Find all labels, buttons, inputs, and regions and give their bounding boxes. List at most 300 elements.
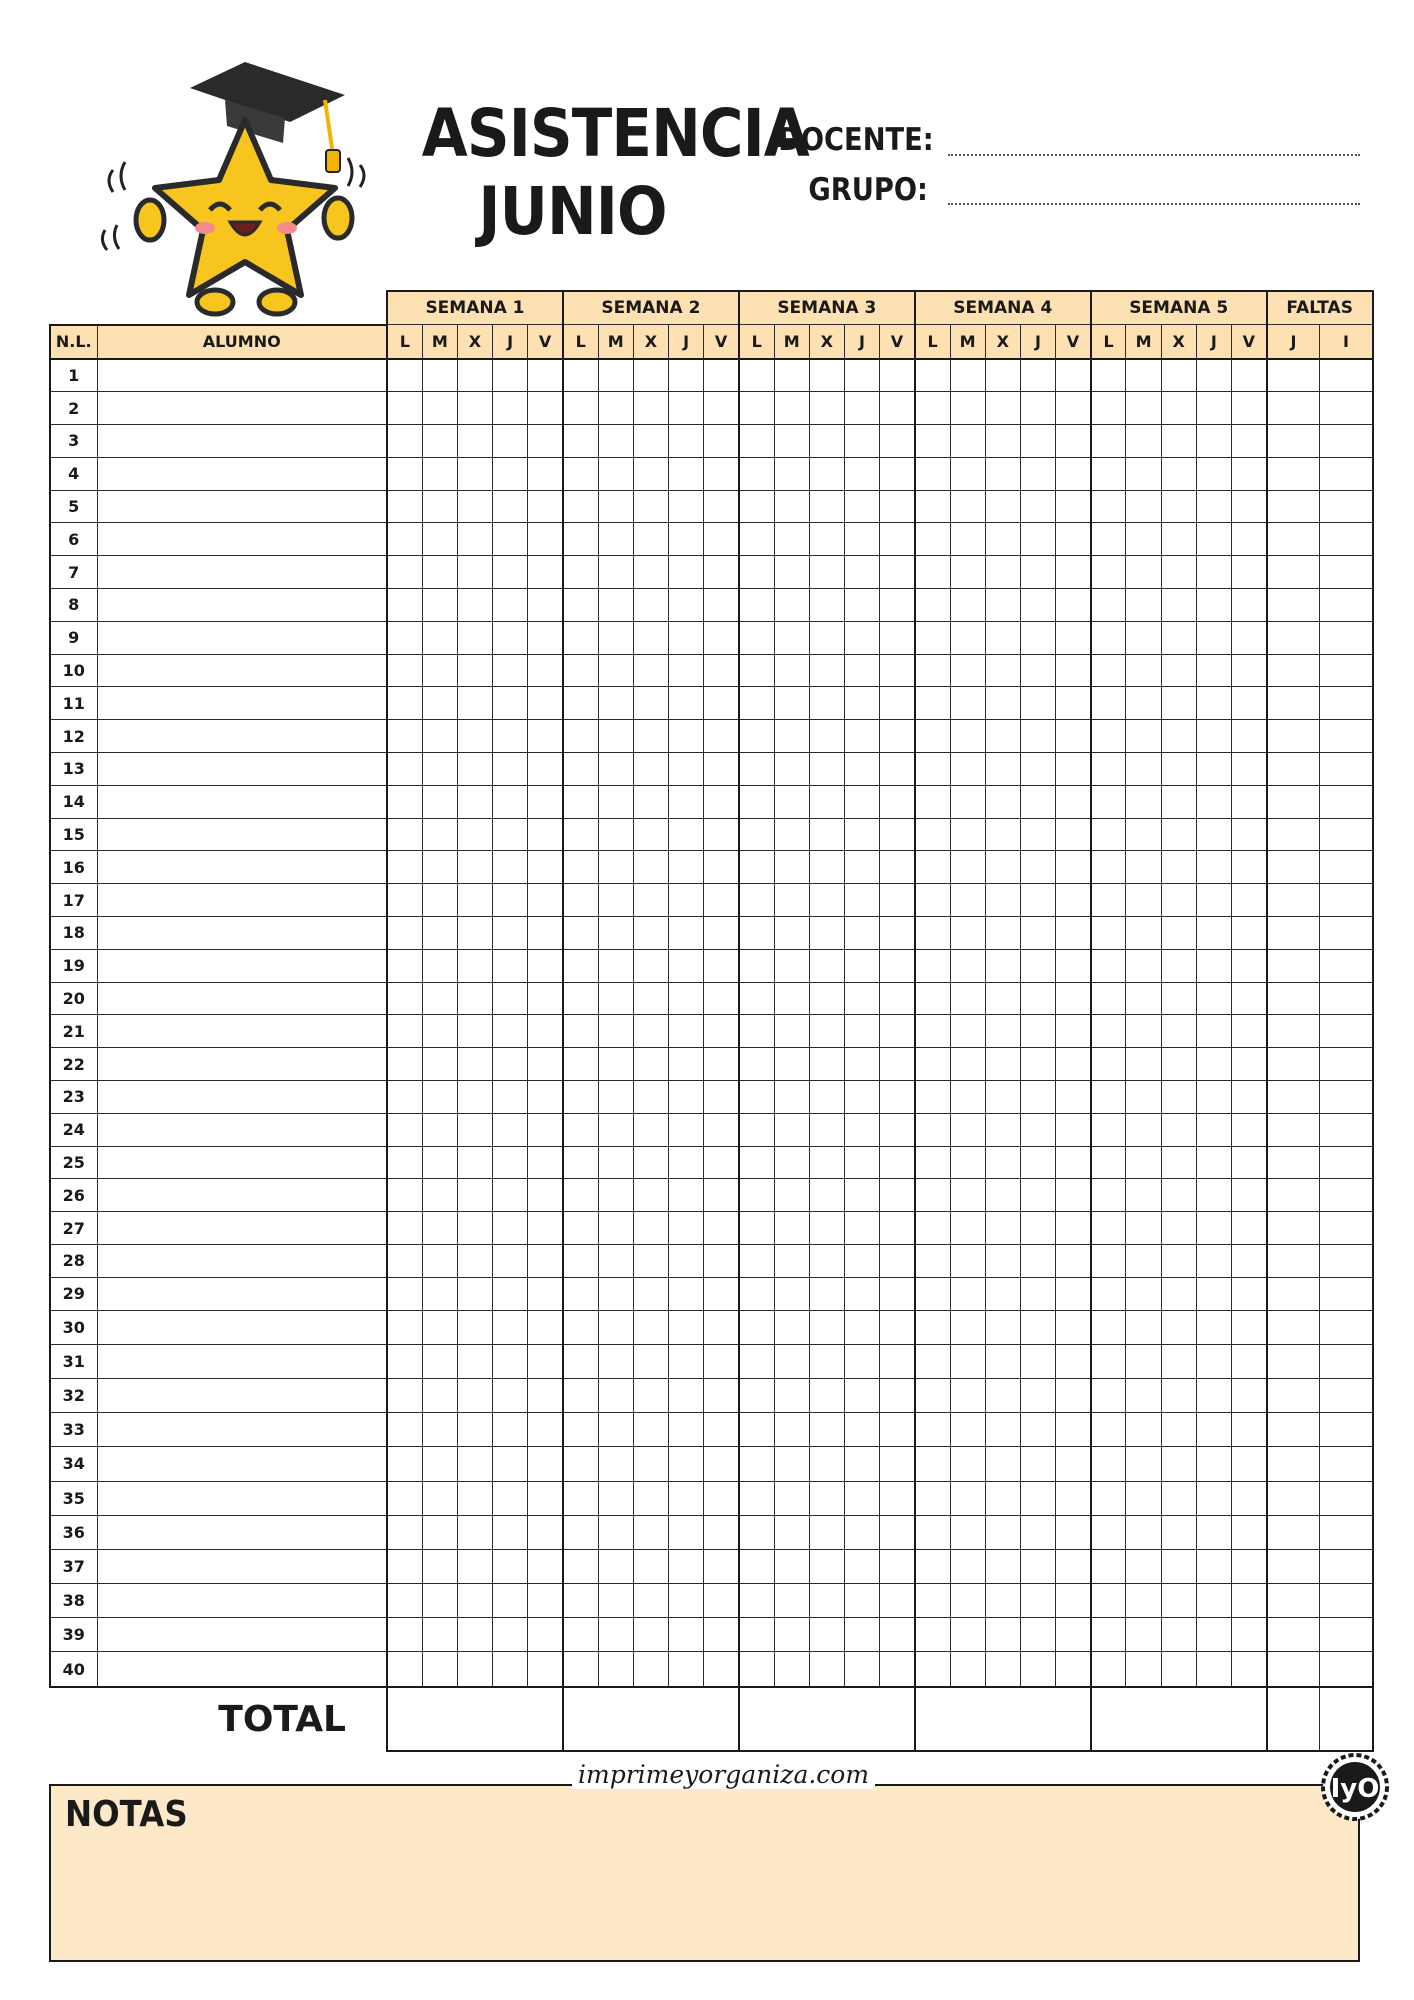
faltas-i-cell[interactable] [1320, 1344, 1373, 1378]
attendance-cell[interactable] [1126, 1048, 1161, 1081]
attendance-cell[interactable] [1056, 753, 1091, 786]
attendance-cell[interactable] [422, 490, 457, 523]
alumno-name-cell[interactable] [97, 556, 387, 589]
attendance-cell[interactable] [1020, 1447, 1055, 1481]
attendance-cell[interactable] [493, 1344, 528, 1378]
attendance-cell[interactable] [493, 1652, 528, 1687]
attendance-cell[interactable] [950, 1081, 985, 1114]
attendance-cell[interactable] [1020, 589, 1055, 622]
attendance-cell[interactable] [669, 1515, 704, 1549]
attendance-cell[interactable] [774, 1447, 809, 1481]
attendance-cell[interactable] [704, 1481, 739, 1515]
attendance-cell[interactable] [493, 1015, 528, 1048]
attendance-cell[interactable] [563, 1344, 598, 1378]
attendance-cell[interactable] [950, 949, 985, 982]
attendance-cell[interactable] [1020, 392, 1055, 425]
attendance-cell[interactable] [1126, 720, 1161, 753]
attendance-cell[interactable] [669, 785, 704, 818]
attendance-cell[interactable] [563, 1413, 598, 1447]
attendance-cell[interactable] [493, 1618, 528, 1652]
attendance-cell[interactable] [598, 392, 633, 425]
attendance-cell[interactable] [387, 392, 422, 425]
attendance-cell[interactable] [985, 1413, 1020, 1447]
attendance-cell[interactable] [422, 917, 457, 950]
attendance-cell[interactable] [493, 1584, 528, 1618]
attendance-cell[interactable] [598, 556, 633, 589]
attendance-cell[interactable] [985, 1447, 1020, 1481]
attendance-cell[interactable] [915, 457, 950, 490]
alumno-name-cell[interactable] [97, 753, 387, 786]
attendance-cell[interactable] [809, 884, 844, 917]
attendance-cell[interactable] [1161, 1113, 1196, 1146]
attendance-cell[interactable] [1020, 1081, 1055, 1114]
attendance-cell[interactable] [528, 1081, 563, 1114]
attendance-cell[interactable] [1232, 851, 1267, 884]
faltas-j-cell[interactable] [1267, 490, 1320, 523]
attendance-cell[interactable] [880, 884, 915, 917]
attendance-cell[interactable] [528, 1245, 563, 1278]
attendance-cell[interactable] [1232, 1179, 1267, 1212]
attendance-cell[interactable] [669, 687, 704, 720]
attendance-cell[interactable] [880, 687, 915, 720]
attendance-cell[interactable] [880, 1212, 915, 1245]
attendance-cell[interactable] [422, 392, 457, 425]
attendance-cell[interactable] [985, 982, 1020, 1015]
attendance-cell[interactable] [1126, 1245, 1161, 1278]
attendance-cell[interactable] [915, 687, 950, 720]
attendance-cell[interactable] [457, 1344, 492, 1378]
alumno-name-cell[interactable] [97, 1113, 387, 1146]
attendance-cell[interactable] [844, 392, 879, 425]
attendance-cell[interactable] [563, 917, 598, 950]
attendance-cell[interactable] [985, 785, 1020, 818]
attendance-cell[interactable] [809, 1618, 844, 1652]
attendance-cell[interactable] [844, 359, 879, 392]
attendance-cell[interactable] [1126, 1618, 1161, 1652]
faltas-j-cell[interactable] [1267, 917, 1320, 950]
attendance-cell[interactable] [1196, 1048, 1231, 1081]
attendance-cell[interactable] [880, 1179, 915, 1212]
attendance-cell[interactable] [669, 457, 704, 490]
attendance-cell[interactable] [774, 687, 809, 720]
attendance-cell[interactable] [1232, 523, 1267, 556]
attendance-cell[interactable] [880, 1277, 915, 1310]
attendance-cell[interactable] [985, 556, 1020, 589]
attendance-cell[interactable] [563, 753, 598, 786]
attendance-cell[interactable] [1161, 1081, 1196, 1114]
attendance-cell[interactable] [1161, 1146, 1196, 1179]
attendance-cell[interactable] [1091, 359, 1126, 392]
faltas-i-cell[interactable] [1320, 457, 1373, 490]
attendance-cell[interactable] [528, 654, 563, 687]
attendance-cell[interactable] [704, 523, 739, 556]
attendance-cell[interactable] [1196, 1549, 1231, 1583]
attendance-cell[interactable] [387, 425, 422, 458]
attendance-cell[interactable] [704, 720, 739, 753]
attendance-cell[interactable] [563, 1245, 598, 1278]
attendance-cell[interactable] [915, 1015, 950, 1048]
attendance-cell[interactable] [809, 1310, 844, 1344]
attendance-cell[interactable] [1161, 1549, 1196, 1583]
attendance-cell[interactable] [844, 1310, 879, 1344]
attendance-cell[interactable] [598, 982, 633, 1015]
attendance-cell[interactable] [1161, 1015, 1196, 1048]
alumno-name-cell[interactable] [97, 1652, 387, 1687]
attendance-cell[interactable] [563, 392, 598, 425]
attendance-cell[interactable] [1020, 1015, 1055, 1048]
attendance-cell[interactable] [457, 818, 492, 851]
attendance-cell[interactable] [528, 392, 563, 425]
attendance-cell[interactable] [1196, 1113, 1231, 1146]
attendance-cell[interactable] [774, 359, 809, 392]
faltas-j-cell[interactable] [1267, 1344, 1320, 1378]
attendance-cell[interactable] [950, 1113, 985, 1146]
attendance-cell[interactable] [774, 917, 809, 950]
faltas-j-cell[interactable] [1267, 785, 1320, 818]
attendance-cell[interactable] [633, 949, 668, 982]
attendance-cell[interactable] [704, 884, 739, 917]
alumno-name-cell[interactable] [97, 917, 387, 950]
attendance-cell[interactable] [1232, 1447, 1267, 1481]
attendance-cell[interactable] [774, 1549, 809, 1583]
attendance-cell[interactable] [1091, 949, 1126, 982]
attendance-cell[interactable] [844, 654, 879, 687]
attendance-cell[interactable] [633, 556, 668, 589]
attendance-cell[interactable] [1091, 654, 1126, 687]
attendance-cell[interactable] [950, 753, 985, 786]
attendance-cell[interactable] [1196, 1245, 1231, 1278]
attendance-cell[interactable] [1020, 818, 1055, 851]
alumno-name-cell[interactable] [97, 1515, 387, 1549]
faltas-i-cell[interactable] [1320, 556, 1373, 589]
attendance-cell[interactable] [457, 917, 492, 950]
docente-field[interactable] [948, 154, 1360, 156]
attendance-cell[interactable] [1091, 1277, 1126, 1310]
faltas-i-cell[interactable] [1320, 621, 1373, 654]
faltas-i-cell[interactable] [1320, 1584, 1373, 1618]
alumno-name-cell[interactable] [97, 818, 387, 851]
attendance-cell[interactable] [493, 1113, 528, 1146]
attendance-cell[interactable] [493, 687, 528, 720]
attendance-cell[interactable] [633, 1652, 668, 1687]
attendance-cell[interactable] [457, 1549, 492, 1583]
attendance-cell[interactable] [633, 753, 668, 786]
attendance-cell[interactable] [493, 1515, 528, 1549]
attendance-cell[interactable] [844, 1146, 879, 1179]
attendance-cell[interactable] [809, 687, 844, 720]
attendance-cell[interactable] [528, 917, 563, 950]
attendance-cell[interactable] [493, 884, 528, 917]
attendance-cell[interactable] [950, 720, 985, 753]
attendance-cell[interactable] [915, 1481, 950, 1515]
attendance-cell[interactable] [422, 654, 457, 687]
alumno-name-cell[interactable] [97, 982, 387, 1015]
attendance-cell[interactable] [1196, 884, 1231, 917]
attendance-cell[interactable] [1126, 1212, 1161, 1245]
faltas-i-cell[interactable] [1320, 884, 1373, 917]
attendance-cell[interactable] [985, 1584, 1020, 1618]
attendance-cell[interactable] [669, 982, 704, 1015]
faltas-j-cell[interactable] [1267, 1277, 1320, 1310]
attendance-cell[interactable] [844, 1378, 879, 1412]
faltas-i-cell[interactable] [1320, 1113, 1373, 1146]
attendance-cell[interactable] [563, 1212, 598, 1245]
attendance-cell[interactable] [1161, 621, 1196, 654]
attendance-cell[interactable] [880, 392, 915, 425]
attendance-cell[interactable] [915, 1179, 950, 1212]
attendance-cell[interactable] [387, 1584, 422, 1618]
attendance-cell[interactable] [1161, 1515, 1196, 1549]
attendance-cell[interactable] [669, 1413, 704, 1447]
attendance-cell[interactable] [739, 1618, 774, 1652]
attendance-cell[interactable] [1196, 654, 1231, 687]
attendance-cell[interactable] [1232, 457, 1267, 490]
attendance-cell[interactable] [1161, 1618, 1196, 1652]
attendance-cell[interactable] [598, 1081, 633, 1114]
attendance-cell[interactable] [493, 753, 528, 786]
attendance-cell[interactable] [598, 851, 633, 884]
attendance-cell[interactable] [985, 884, 1020, 917]
attendance-cell[interactable] [1232, 1048, 1267, 1081]
attendance-cell[interactable] [563, 1015, 598, 1048]
attendance-cell[interactable] [1232, 425, 1267, 458]
attendance-cell[interactable] [1056, 1549, 1091, 1583]
attendance-cell[interactable] [563, 720, 598, 753]
attendance-cell[interactable] [1161, 490, 1196, 523]
attendance-cell[interactable] [950, 1447, 985, 1481]
attendance-cell[interactable] [809, 556, 844, 589]
attendance-cell[interactable] [739, 884, 774, 917]
attendance-cell[interactable] [387, 490, 422, 523]
attendance-cell[interactable] [528, 1015, 563, 1048]
attendance-cell[interactable] [704, 851, 739, 884]
attendance-cell[interactable] [669, 1146, 704, 1179]
attendance-cell[interactable] [669, 1378, 704, 1412]
attendance-cell[interactable] [1196, 1212, 1231, 1245]
attendance-cell[interactable] [1161, 1481, 1196, 1515]
faltas-j-cell[interactable] [1267, 1146, 1320, 1179]
attendance-cell[interactable] [422, 1015, 457, 1048]
attendance-cell[interactable] [1056, 1618, 1091, 1652]
attendance-cell[interactable] [669, 589, 704, 622]
attendance-cell[interactable] [422, 1413, 457, 1447]
attendance-cell[interactable] [985, 1048, 1020, 1081]
attendance-cell[interactable] [563, 1447, 598, 1481]
attendance-cell[interactable] [950, 1048, 985, 1081]
attendance-cell[interactable] [1232, 392, 1267, 425]
attendance-cell[interactable] [880, 1015, 915, 1048]
attendance-cell[interactable] [1020, 490, 1055, 523]
alumno-name-cell[interactable] [97, 392, 387, 425]
attendance-cell[interactable] [493, 949, 528, 982]
attendance-cell[interactable] [809, 1146, 844, 1179]
attendance-cell[interactable] [528, 982, 563, 1015]
attendance-cell[interactable] [1020, 917, 1055, 950]
attendance-cell[interactable] [774, 425, 809, 458]
attendance-cell[interactable] [493, 1481, 528, 1515]
attendance-cell[interactable] [633, 982, 668, 1015]
attendance-cell[interactable] [844, 1652, 879, 1687]
faltas-j-cell[interactable] [1267, 720, 1320, 753]
faltas-i-cell[interactable] [1320, 1245, 1373, 1278]
alumno-name-cell[interactable] [97, 1447, 387, 1481]
attendance-cell[interactable] [1056, 1515, 1091, 1549]
attendance-cell[interactable] [457, 1378, 492, 1412]
attendance-cell[interactable] [809, 1081, 844, 1114]
attendance-cell[interactable] [1056, 1413, 1091, 1447]
attendance-cell[interactable] [844, 884, 879, 917]
alumno-name-cell[interactable] [97, 1310, 387, 1344]
attendance-cell[interactable] [1161, 392, 1196, 425]
attendance-cell[interactable] [1091, 687, 1126, 720]
attendance-cell[interactable] [598, 1113, 633, 1146]
attendance-cell[interactable] [844, 917, 879, 950]
attendance-cell[interactable] [950, 884, 985, 917]
attendance-cell[interactable] [1091, 523, 1126, 556]
attendance-cell[interactable] [985, 753, 1020, 786]
attendance-cell[interactable] [493, 490, 528, 523]
faltas-j-cell[interactable] [1267, 654, 1320, 687]
attendance-cell[interactable] [1232, 1515, 1267, 1549]
attendance-cell[interactable] [1020, 523, 1055, 556]
attendance-cell[interactable] [774, 392, 809, 425]
attendance-cell[interactable] [422, 1618, 457, 1652]
attendance-cell[interactable] [598, 1618, 633, 1652]
attendance-cell[interactable] [633, 1113, 668, 1146]
attendance-cell[interactable] [669, 392, 704, 425]
attendance-cell[interactable] [598, 1413, 633, 1447]
attendance-cell[interactable] [633, 785, 668, 818]
faltas-i-cell[interactable] [1320, 687, 1373, 720]
attendance-cell[interactable] [844, 1515, 879, 1549]
attendance-cell[interactable] [528, 785, 563, 818]
attendance-cell[interactable] [1020, 1179, 1055, 1212]
attendance-cell[interactable] [739, 1212, 774, 1245]
attendance-cell[interactable] [457, 1447, 492, 1481]
attendance-cell[interactable] [493, 392, 528, 425]
attendance-cell[interactable] [1126, 1310, 1161, 1344]
attendance-cell[interactable] [915, 359, 950, 392]
attendance-cell[interactable] [915, 753, 950, 786]
attendance-cell[interactable] [1056, 490, 1091, 523]
attendance-cell[interactable] [915, 1447, 950, 1481]
attendance-cell[interactable] [1196, 1344, 1231, 1378]
week-total-cell[interactable] [915, 1687, 1091, 1751]
attendance-cell[interactable] [985, 1515, 1020, 1549]
attendance-cell[interactable] [985, 1212, 1020, 1245]
attendance-cell[interactable] [844, 1413, 879, 1447]
attendance-cell[interactable] [598, 1310, 633, 1344]
attendance-cell[interactable] [774, 1344, 809, 1378]
attendance-cell[interactable] [1020, 1212, 1055, 1245]
attendance-cell[interactable] [704, 1245, 739, 1278]
attendance-cell[interactable] [598, 490, 633, 523]
attendance-cell[interactable] [387, 589, 422, 622]
attendance-cell[interactable] [844, 1584, 879, 1618]
attendance-cell[interactable] [1091, 1549, 1126, 1583]
attendance-cell[interactable] [739, 490, 774, 523]
attendance-cell[interactable] [1126, 523, 1161, 556]
attendance-cell[interactable] [528, 621, 563, 654]
attendance-cell[interactable] [422, 851, 457, 884]
attendance-cell[interactable] [1126, 851, 1161, 884]
attendance-cell[interactable] [1091, 556, 1126, 589]
attendance-cell[interactable] [739, 621, 774, 654]
attendance-cell[interactable] [633, 490, 668, 523]
faltas-i-cell[interactable] [1320, 1179, 1373, 1212]
faltas-i-cell[interactable] [1320, 949, 1373, 982]
attendance-cell[interactable] [774, 1413, 809, 1447]
attendance-cell[interactable] [950, 1179, 985, 1212]
attendance-cell[interactable] [880, 1378, 915, 1412]
attendance-cell[interactable] [1161, 1447, 1196, 1481]
attendance-cell[interactable] [1091, 425, 1126, 458]
attendance-cell[interactable] [633, 1048, 668, 1081]
attendance-cell[interactable] [528, 1277, 563, 1310]
attendance-cell[interactable] [1020, 1113, 1055, 1146]
attendance-cell[interactable] [950, 687, 985, 720]
attendance-cell[interactable] [563, 949, 598, 982]
attendance-cell[interactable] [457, 556, 492, 589]
attendance-cell[interactable] [563, 1179, 598, 1212]
faltas-j-cell[interactable] [1267, 1481, 1320, 1515]
attendance-cell[interactable] [422, 1652, 457, 1687]
attendance-cell[interactable] [774, 1113, 809, 1146]
attendance-cell[interactable] [1020, 1310, 1055, 1344]
attendance-cell[interactable] [1056, 589, 1091, 622]
attendance-cell[interactable] [1232, 621, 1267, 654]
total-i-cell[interactable] [1320, 1687, 1373, 1751]
attendance-cell[interactable] [844, 1481, 879, 1515]
week-total-cell[interactable] [739, 1687, 915, 1751]
attendance-cell[interactable] [809, 720, 844, 753]
attendance-cell[interactable] [844, 1048, 879, 1081]
attendance-cell[interactable] [387, 917, 422, 950]
attendance-cell[interactable] [387, 621, 422, 654]
faltas-i-cell[interactable] [1320, 1549, 1373, 1583]
attendance-cell[interactable] [844, 851, 879, 884]
attendance-cell[interactable] [457, 359, 492, 392]
attendance-cell[interactable] [739, 457, 774, 490]
faltas-i-cell[interactable] [1320, 753, 1373, 786]
faltas-i-cell[interactable] [1320, 392, 1373, 425]
attendance-cell[interactable] [528, 1048, 563, 1081]
attendance-cell[interactable] [669, 917, 704, 950]
attendance-cell[interactable] [774, 720, 809, 753]
attendance-cell[interactable] [387, 457, 422, 490]
attendance-cell[interactable] [1161, 1652, 1196, 1687]
attendance-cell[interactable] [915, 851, 950, 884]
attendance-cell[interactable] [563, 1378, 598, 1412]
attendance-cell[interactable] [1126, 1481, 1161, 1515]
attendance-cell[interactable] [739, 1179, 774, 1212]
attendance-cell[interactable] [915, 621, 950, 654]
attendance-cell[interactable] [950, 818, 985, 851]
attendance-cell[interactable] [880, 1584, 915, 1618]
attendance-cell[interactable] [704, 556, 739, 589]
attendance-cell[interactable] [387, 654, 422, 687]
attendance-cell[interactable] [669, 1618, 704, 1652]
attendance-cell[interactable] [493, 1245, 528, 1278]
attendance-cell[interactable] [422, 1481, 457, 1515]
attendance-cell[interactable] [1091, 490, 1126, 523]
attendance-cell[interactable] [669, 753, 704, 786]
attendance-cell[interactable] [880, 457, 915, 490]
attendance-cell[interactable] [1091, 621, 1126, 654]
attendance-cell[interactable] [422, 1113, 457, 1146]
attendance-cell[interactable] [915, 982, 950, 1015]
attendance-cell[interactable] [985, 818, 1020, 851]
